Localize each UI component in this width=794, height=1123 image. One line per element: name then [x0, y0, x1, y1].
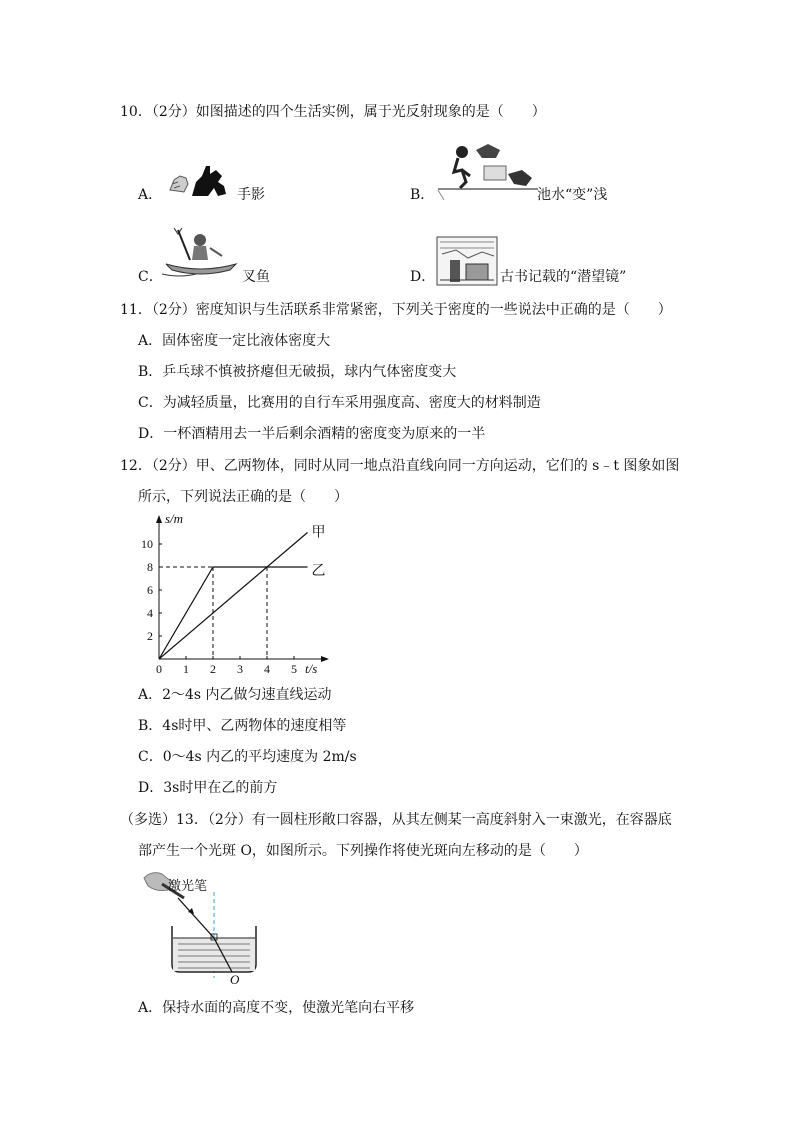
ancient-periscope-image — [436, 236, 498, 286]
q10-option-d-caption: 古书记载的“潜望镜” — [500, 269, 627, 285]
q12-option-d: D．3s时甲在乙的前方 — [138, 780, 278, 796]
series-label-2: 乙 — [311, 564, 326, 579]
q12-stem-line2: 所示，下列说法正确的是（ ） — [138, 489, 348, 505]
hand-shadow-image — [166, 162, 236, 198]
x-tick-label: 3 — [237, 662, 243, 676]
y-tick-label: 4 — [147, 606, 153, 620]
q13-option-a: A．保持水面的高度不变，使激光笔向右平移 — [138, 1000, 415, 1016]
spearfishing-image — [160, 226, 240, 280]
q11-option-c: C．为减轻质量，比赛用的自行车采用强度高、密度大的材料制造 — [138, 395, 541, 411]
q10-option-c-caption: 叉鱼 — [242, 269, 270, 285]
laser-pen-label: 激光笔 — [168, 878, 208, 893]
q12-option-a: A．2～4s 内乙做匀速直线运动 — [138, 687, 332, 703]
q12-option-c: C．0～4s 内乙的平均速度为 2m/s — [138, 749, 357, 765]
spot-o-label: O — [230, 972, 240, 987]
y-tick-label: 6 — [147, 583, 153, 597]
x-tick-label: 5 — [291, 662, 297, 676]
series-line-1 — [159, 533, 308, 660]
q13-stem-line1: （多选）13．（2分）有一圆柱形敞口容器，从其左侧某一高度斜射入一束激光，在容器底 — [120, 812, 672, 828]
series-line-2 — [159, 567, 308, 659]
y-axis-arrow — [156, 515, 162, 523]
q10-option-a-letter: A． — [138, 187, 163, 203]
x-axis-label: t/s — [305, 661, 318, 676]
y-tick-label: 8 — [147, 560, 153, 574]
st-graph — [136, 514, 346, 680]
q11-option-b: B．乒乓球不慎被挤瘪但无破损，球内气体密度变大 — [138, 364, 457, 380]
y-axis-label: s/m — [165, 514, 184, 526]
q12-stem-line1: 12．（2分）甲、乙两物体，同时从同一地点沿直线向同一方向运动，它们的 s﹣t 图象如图 — [120, 458, 680, 474]
pool-shallow-image — [436, 140, 540, 202]
y-tick-label: 10 — [141, 537, 153, 551]
q11-option-a: A．固体密度一定比液体密度大 — [138, 333, 331, 349]
y-tick-label: 2 — [147, 629, 153, 643]
x-tick-label: 1 — [183, 662, 189, 676]
q10-stem: 10．（2分）如图描述的四个生活实例，属于光反射现象的是（ ） — [120, 104, 546, 120]
q12-option-b: B．4s时甲、乙两物体的速度相等 — [138, 718, 347, 734]
q13-stem-line2: 部产生一个光斑 O，如图所示。下列操作将使光斑向左移动的是（ ） — [138, 843, 588, 859]
q10-option-a-caption: 手影 — [237, 187, 265, 203]
q10-option-c-letter: C． — [138, 269, 163, 285]
x-tick-label: 4 — [264, 662, 270, 676]
q11-stem: 11．（2分）密度知识与生活联系非常紧密，下列关于密度的一些说法中正确的是（ ） — [120, 302, 672, 318]
laser-container-diagram — [138, 868, 278, 988]
x-tick-label: 0 — [156, 662, 162, 676]
q10-option-b-letter: B． — [410, 187, 435, 203]
q11-option-d: D．一杯酒精用去一半后剩余酒精的密度变为原来的一半 — [138, 426, 486, 442]
q10-option-d-letter: D． — [410, 269, 436, 285]
series-label-1: 甲 — [311, 525, 326, 541]
q10-option-b-caption: 池水“变”浅 — [537, 187, 608, 203]
x-tick-label: 2 — [210, 662, 216, 676]
x-axis-arrow — [321, 656, 329, 662]
